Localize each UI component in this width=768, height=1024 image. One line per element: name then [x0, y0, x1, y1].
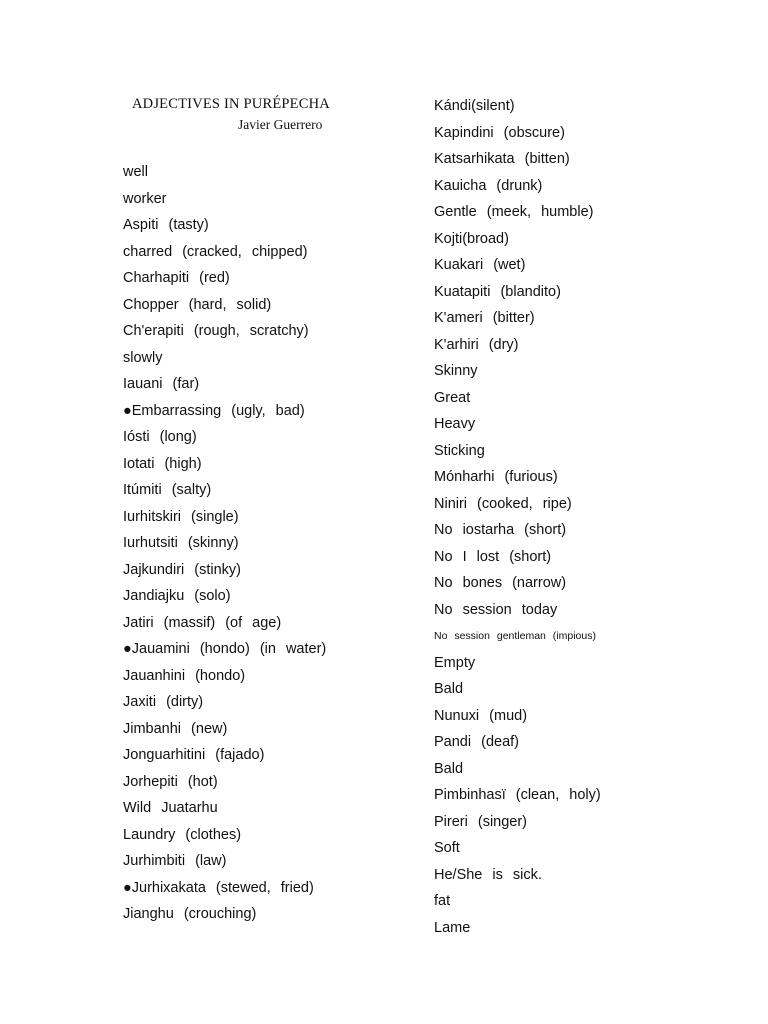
list-item: Gentle (meek, humble) — [434, 204, 594, 220]
list-item: Wild Juatarhu — [123, 800, 218, 816]
right-word-list — [434, 93, 601, 941]
list-item: Jimbanhi (new) — [123, 720, 228, 737]
list-item: worker — [123, 190, 167, 207]
list-item: No bones (narrow) — [434, 575, 567, 591]
list-item: well — [123, 164, 148, 180]
list-item: Aspiti (tasty) — [123, 217, 209, 233]
list-item: K'arhiri (dry) — [434, 336, 519, 353]
list-item: Kándi(silent) — [434, 98, 515, 114]
list-item: No session today — [434, 601, 558, 618]
list-item: No I lost (short) — [434, 548, 552, 565]
list-item: Bald — [434, 760, 464, 777]
list-item: Jorhepiti (hot) — [123, 773, 218, 790]
list-item: Jatiri (massif) (of age) — [123, 614, 282, 631]
list-item: Ch'erapiti (rough, scratchy) — [123, 323, 309, 339]
list-item: Jurhimbiti (law) — [123, 853, 227, 869]
list-item: No iostarha (short) — [434, 522, 567, 538]
list-item: Iauani (far) — [123, 376, 200, 392]
list-item: Soft — [434, 840, 460, 856]
list-item: Heavy — [434, 416, 476, 432]
list-item: slowly — [123, 349, 163, 366]
list-item: Kuatapiti (blandito) — [434, 283, 561, 300]
list-item: Laundry (clothes) — [123, 826, 242, 843]
list-item: ●Jurhixakata (stewed, fried) — [123, 879, 314, 896]
list-item: ●Embarrassing (ugly, bad) — [123, 402, 305, 419]
list-item: Katsarhikata (bitten) — [434, 151, 570, 167]
document-title: ADJECTIVES IN PURÉPECHA — [132, 96, 330, 112]
list-item: Pireri (singer) — [434, 813, 528, 830]
list-item: fat — [434, 893, 451, 909]
list-item: Kauicha (drunk) — [434, 177, 543, 194]
list-item: Jianghu (crouching) — [123, 906, 257, 922]
list-item: ●Jauamini (hondo) (in water) — [123, 641, 327, 657]
list-item: Pandi (deaf) — [434, 734, 519, 750]
list-item: No session gentleman (impious) — [434, 630, 596, 642]
list-item: Kapindini (obscure) — [434, 124, 565, 141]
list-item: K'ameri (bitter) — [434, 310, 535, 326]
list-item: Sticking — [434, 442, 485, 459]
list-item: Lame — [434, 919, 471, 936]
list-item: Iotati (high) — [123, 455, 202, 472]
list-item: Chopper (hard, solid) — [123, 296, 272, 313]
list-item: Nunuxi (mud) — [434, 707, 528, 724]
list-item: Iurhitskiri (single) — [123, 508, 239, 525]
list-item: Jonguarhitini (fajado) — [123, 747, 265, 763]
list-item: Charhapiti (red) — [123, 270, 230, 286]
list-item: Great — [434, 389, 471, 406]
list-item: Empty — [434, 654, 476, 671]
list-item: He/She is sick. — [434, 866, 542, 883]
list-item: Mónharhi (furious) — [434, 469, 558, 485]
list-item: Pimbinhasï (clean, holy) — [434, 787, 601, 803]
list-item: Kojti(broad) — [434, 230, 509, 247]
list-item: Jajkundiri (stinky) — [123, 561, 241, 578]
document-author: Javier Guerrero — [238, 117, 323, 132]
left-word-list — [123, 159, 326, 928]
list-item: Itúmiti (salty) — [123, 482, 212, 498]
list-item: Bald — [434, 681, 464, 697]
list-item: Niniri (cooked, ripe) — [434, 495, 572, 512]
list-item: Kuakari (wet) — [434, 257, 526, 273]
list-item: Jandiajku (solo) — [123, 588, 231, 604]
list-item: Iósti (long) — [123, 429, 197, 445]
list-item: Skinny — [434, 363, 478, 379]
list-item: Iurhutsiti (skinny) — [123, 535, 239, 551]
list-item: Jauanhini (hondo) — [123, 667, 246, 684]
list-item: Jaxiti (dirty) — [123, 694, 204, 710]
list-item: charred (cracked, chipped) — [123, 243, 308, 260]
